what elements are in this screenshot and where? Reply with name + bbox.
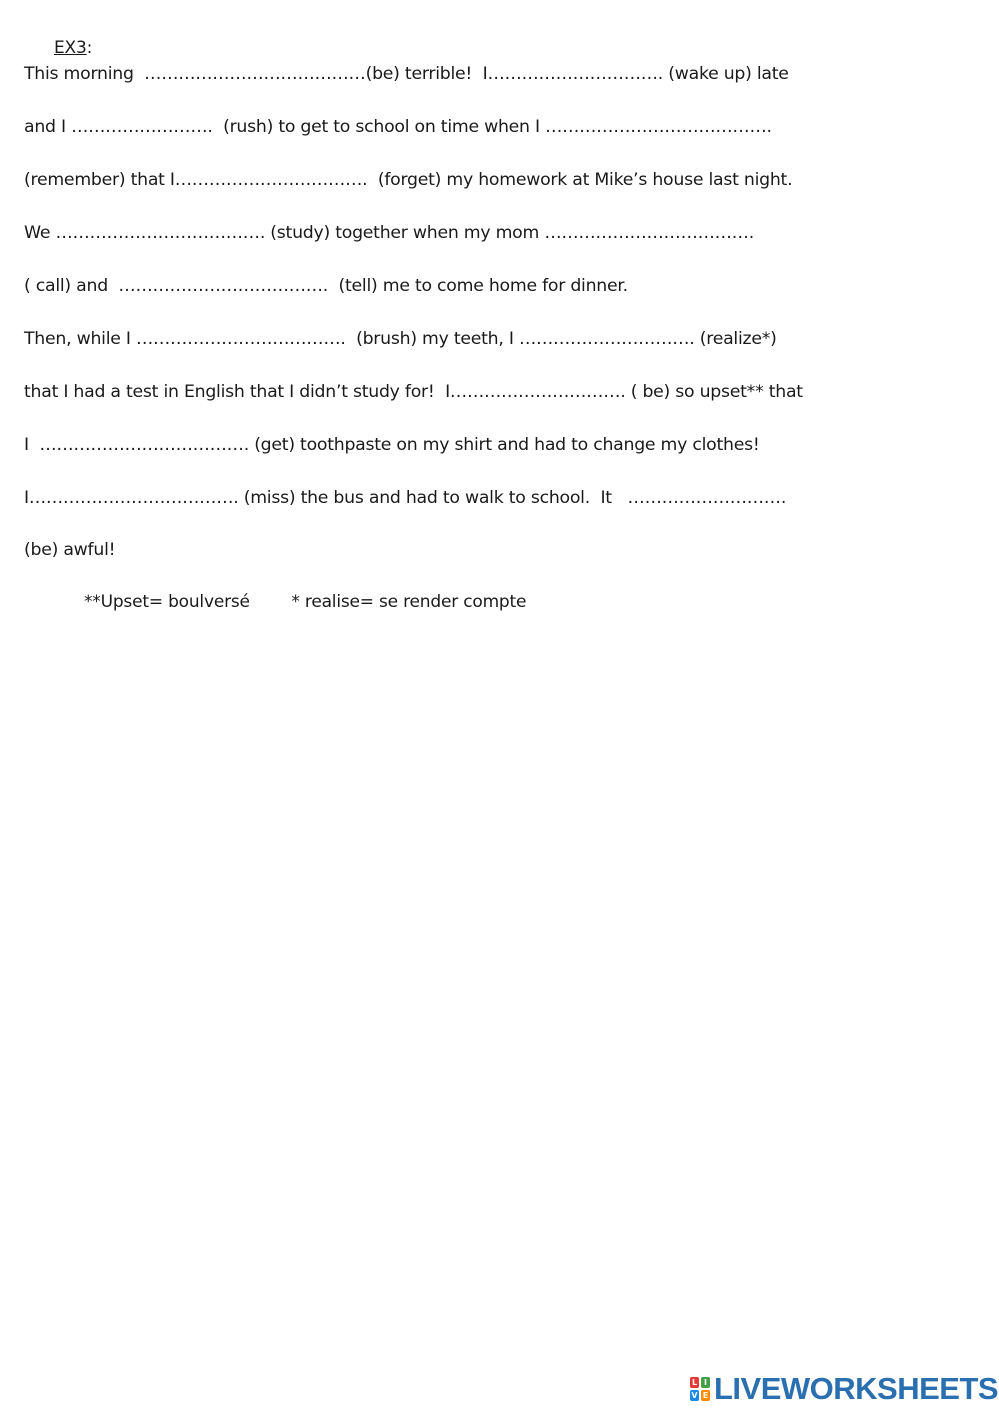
exercise-line: I ………………………………. (get) toothpaste on my shirt and had to change my clothes!: [24, 435, 760, 455]
exercise-line: and I ……………………. (rush) to get to school on time when I ………………………………….: [24, 117, 772, 137]
liveworksheets-logo-icon: L I V E: [691, 1378, 709, 1400]
exercise-label: EX3: [54, 38, 87, 58]
exercise-line: We ………………………………. (study) together when my mom ……………………………….: [24, 223, 754, 243]
exercise-heading: [54, 38, 92, 58]
exercise-line: (be) awful!: [24, 540, 116, 560]
exercise-line: This morning …………………………………(be) terrible! I…………………………. (wake up) late: [24, 64, 789, 84]
liveworksheets-brand: [690, 1373, 998, 1405]
exercise-line: Then, while I ………………………………. (brush) my teeth, I …………………………. (realize*): [24, 329, 777, 349]
liveworksheets-wordmark: LIVEWORKSHEETS: [714, 1371, 999, 1406]
exercise-line: that I had a test in English that I didn’t study for! I…………………………. ( be) so upset** that: [24, 382, 803, 402]
exercise-line: I………………………………. (miss) the bus and had to walk to school. It ……………………….: [24, 488, 787, 508]
vocabulary-notes: **Upset= boulversé * realise= se render compte: [84, 592, 527, 612]
exercise-colon: :: [86, 38, 93, 58]
exercise-line: ( call) and ………………………………. (tell) me to come home for dinner.: [24, 276, 628, 296]
exercise-line: (remember) that I……………………………. (forget) my homework at Mike’s house last night.: [24, 170, 793, 190]
